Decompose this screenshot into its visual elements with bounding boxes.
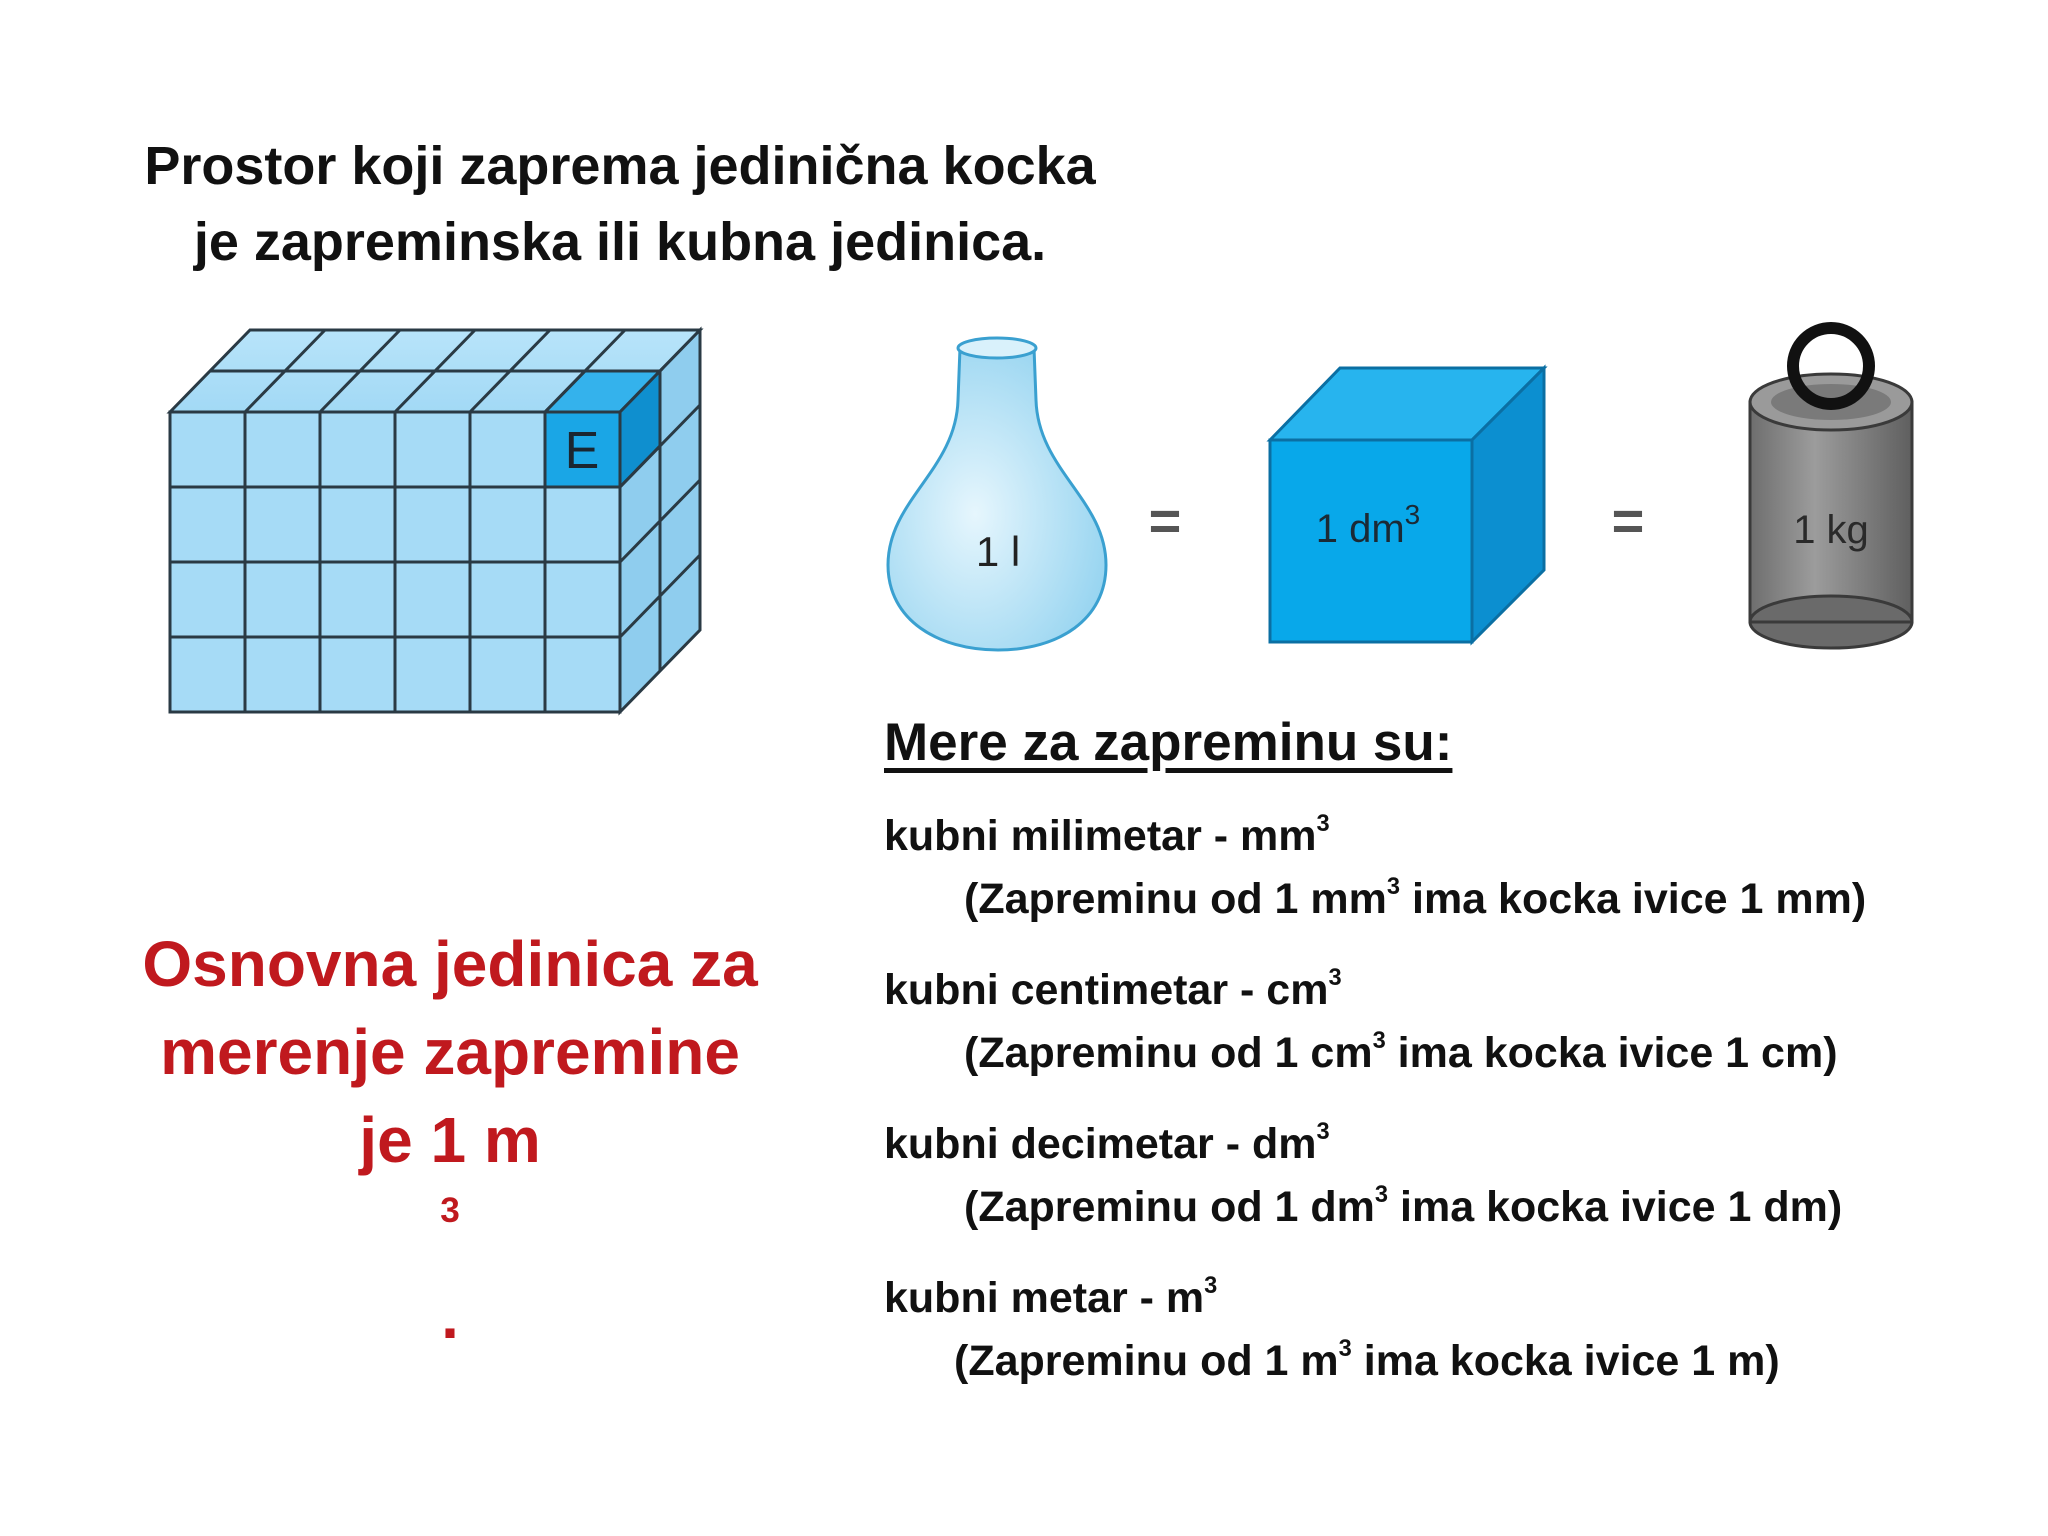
units-heading: Mere za zapreminu su: (884, 713, 1453, 772)
unit-cube-grid-figure (160, 320, 720, 720)
flask-icon (888, 338, 1106, 650)
unit-item-cm3 (884, 966, 1838, 1078)
volume-equivalence-illustration (868, 320, 1928, 660)
equals-sign-1: = (1148, 489, 1182, 552)
unit-name: kubni milimetar - $mm^3$ (884, 811, 1330, 860)
weight-label: 1 kg (1793, 508, 1869, 552)
unit-description: (Zapreminu od 1 $dm^3$ ima kocka ivice 1 dm) (964, 1182, 1843, 1231)
unit-name: kubni metar - $m^3$ (884, 1273, 1218, 1322)
unit-description: (Zapreminu od 1 $mm^3$ ima kocka ivice 1 mm) (964, 874, 1867, 923)
cube-label: 1 $dm^3$ (1315, 499, 1421, 551)
basic-unit-line-2: merenje zapremine (160, 1016, 740, 1088)
unit-cube-label: E (564, 422, 600, 480)
weight-icon (1750, 328, 1912, 648)
unit-item-dm3 (884, 1120, 1842, 1232)
title-line-1: Prostor koji zaprema jedinična kocka (144, 136, 1096, 196)
unit-item-mm3 (884, 812, 1866, 924)
basic-unit-statement (110, 920, 790, 1360)
equals-sign-2: = (1611, 489, 1645, 552)
slide-title (120, 128, 1120, 280)
unit-description: (Zapreminu od 1 $cm^3$ ima kocka ivice 1 cm) (964, 1028, 1838, 1077)
unit-name: kubni decimetar - $dm^3$ (884, 1119, 1330, 1168)
unit-description: (Zapreminu od 1 $m^3$ ima kocka ivice 1 m) (954, 1336, 1780, 1385)
unit-name: kubni centimetar - $cm^3$ (884, 965, 1342, 1014)
basic-unit-line-3: je 1 m $^3$ . (359, 1104, 541, 1352)
unit-item-m3 (884, 1274, 1780, 1386)
title-line-2: je zapreminska ili kubna jedinica. (193, 212, 1047, 272)
flask-label: 1 l (975, 528, 1021, 575)
basic-unit-line-1: Osnovna jedinica za (142, 928, 758, 1000)
